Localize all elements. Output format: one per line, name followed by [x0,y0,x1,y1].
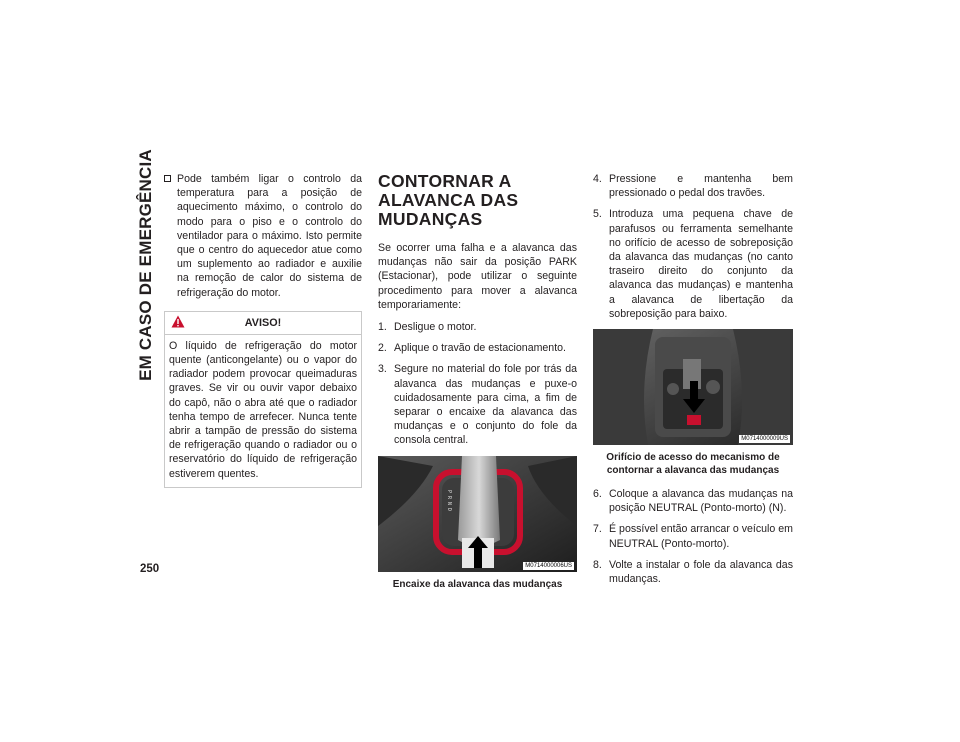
shifter-boot-photo [378,456,577,572]
step-number: 8. [593,558,602,571]
list-item [593,207,793,321]
checkbox-bullet-icon [164,175,171,182]
image-caption: Orifício de acesso do mecanismo de contornar a alavanca das mudanças [606,452,780,477]
override-access-illustration [593,329,793,445]
step-text: Segure no material do fole por trás da alavanca das mudanças e puxe-o cuidadosamente para cima, a fim de separar o encaixe da alavanca das mudanças e o conjunto do fole da consola central. [394,363,577,447]
section-title: EM CASO DE EMERGÊNCIA [136,149,155,381]
bullet-item [164,172,362,300]
prnd-indicator: P R N D [446,489,452,511]
column-3 [593,172,793,593]
section-heading: CONTORNAR A ALAVANCA DAS MUDANÇAS [378,171,519,229]
steps-list-3 [593,487,793,586]
step-number: 5. [593,208,602,221]
step-text: Coloque a alavanca das mudanças na posição NEUTRAL (Ponto-morto) (N). [609,488,793,515]
column-1 [164,172,362,488]
steps-list-2 [593,172,793,321]
steps-list-1 [378,320,577,448]
image-code: M0714000006US [525,562,572,569]
warning-box [164,311,362,488]
warning-header [165,312,361,335]
step-text: Introduza uma pequena chave de parafusos ou ferramenta semelhante no orifício de acesso de sobreposição da alavanca das mudanças (no canto traseiro direito do conjunto da alavanca das mudanças) e mantenha a alavanca de libertação da sobreposição para baixo. [609,208,793,320]
step-text: Volte a instalar o fole da alavanca das mudanças. [609,558,793,586]
image-code: M0714000009US [741,436,788,443]
step-number: 7. [593,523,602,536]
override-access-photo [593,329,793,445]
shifter-boot-illustration [378,456,577,572]
list-item [593,487,793,515]
step-number: 6. [593,488,602,501]
list-item [378,362,577,447]
list-item [593,172,793,200]
intro-paragraph: Se ocorrer uma falha e a alavanca das mudanças não sair da posição PARK (Estacionar), pode utilizar o seguinte procedimento para mover a alavanca temporariamente: [378,242,577,311]
step-number: 1. [378,321,387,334]
warning-triangle-icon [171,315,185,328]
list-item [593,522,793,550]
step-number: 2. [378,342,387,355]
step-number: 3. [378,363,387,376]
warning-text: O líquido de refrigeração do motor quente (anticongelante) ou o vapor do radiador podem provocar queimaduras graves. Se vir ou ouvir vapor debaixo do capô, não o abra até que o radiador tenha tempo de arrefecer. Nunca tente abrir a tampão de pressão do sistema de refrigeração quando o radiador ou o reservatório do líquido de refrigeração estiverem quentes. [169,339,357,480]
bullet-text: Pode também ligar o controlo da temperatura para a posição de aquecimento máximo, o controlo do modo para o piso e o controlo do ventilador para o máximo. Isto permite que o centro do aquecedor atue como um suplemento ao radiador e auxilie na remoção de calor do sistema de refrigeração do motor. [177,173,362,299]
column-2 [378,172,577,601]
step-text: Aplique o travão de estacionamento. [394,342,566,355]
step-text: É possível então arrancar o veículo em NEUTRAL (Ponto-morto). [609,523,793,550]
section-side-tab [132,149,160,381]
list-item [378,320,577,334]
warning-title: AVISO! [244,316,282,329]
list-item [593,558,793,586]
step-text: Desligue o motor. [394,321,477,334]
step-number: 4. [593,173,602,185]
list-item [378,341,577,355]
page-number: 250 [140,563,160,575]
image-caption: Encaixe da alavanca das mudanças [392,578,563,590]
step-text: Pressione e mantenha bem pressionado o pedal dos travões. [609,173,793,200]
